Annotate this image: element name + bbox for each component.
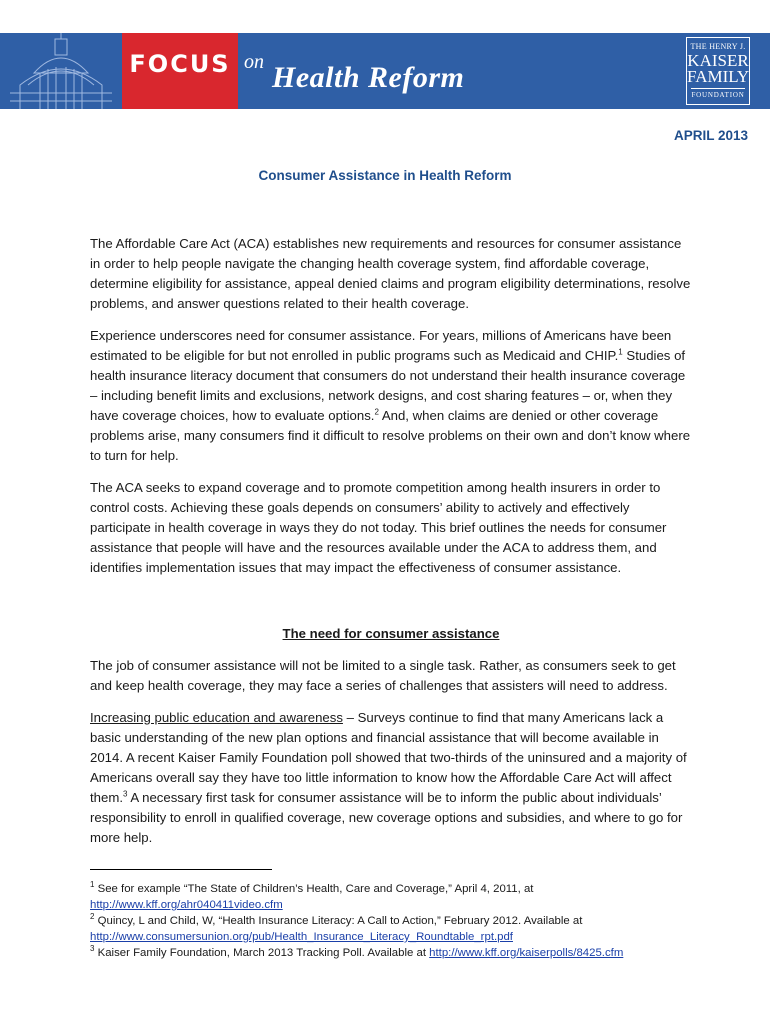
footnotes — [90, 881, 710, 961]
footnote-number: 1 — [90, 880, 95, 890]
footnote-divider — [90, 869, 272, 870]
paragraph-2-part-c: And, when claims are denied or other coverage problems arise, many consumers find it difficult to resolve problems on their own and don’t know where to turn for help. — [90, 408, 691, 463]
paragraph-5-part-a: – Surveys continue to find that many Americans lack a basic understanding of the new plan options and financial assistance that will become available in 2014. A recent Kaiser Family Foundation poll showed that two-thirds of the uninsured and a majority of Americans overall say they have too little information to know how the Affordable Care Act will affect them. — [90, 710, 687, 805]
paragraph-3: The ACA seeks to expand coverage and to promote competition among health insurers in order to control costs. Achieving these goals depends on consumers’ ability to actively and effectively participate in health coverage in ways they do not today. This brief outlines the needs for consumer assistance that people will have and the resources available under the ACA to address them, and identifies implementation issues that may impact the effectiveness of consumer assistance. — [90, 480, 667, 575]
paragraph-2 — [90, 326, 692, 466]
document-body — [90, 234, 692, 860]
paragraph-5-heading: Increasing public education and awareness — [90, 710, 343, 725]
footnote-link[interactable]: http://www.kff.org/ahr040411video.cfm — [90, 899, 283, 911]
paragraph-5-part-b: A necessary first task for consumer assistance will be to inform the public about individuals’ responsibility to enroll in qualified coverage, new coverage options and subsidies, and where to go for more help. — [90, 790, 683, 845]
header-banner — [0, 33, 770, 109]
footnote-ref-2[interactable]: 2 — [374, 407, 379, 417]
kff-logo — [686, 37, 750, 105]
footnote-3 — [90, 945, 710, 961]
footnote-link[interactable]: http://www.kff.org/kaiserpolls/8425.cfm — [429, 947, 624, 959]
on-text: on — [244, 51, 264, 73]
footnote-1 — [90, 881, 710, 913]
paragraph-2-part-b: Studies of health insurance literacy document that consumers do not understand their health insurance coverage – including benefit limits and exclusions, network designs, and cost sharing features – or, when they have coverage choices, how to evaluate options. — [90, 348, 686, 423]
footnote-number: 2 — [90, 912, 95, 922]
footnote-text: Quincy, L and Child, W, “Health Insurance Literacy: A Call to Action,” February 2012. Available at — [94, 915, 583, 927]
paragraph-2-part-a: Experience underscores need for consumer assistance. For years, millions of Americans have been estimated to be eligible for but not enrolled in public programs such as Medicaid and CHIP. — [90, 328, 672, 363]
publication-date: APRIL 2013 — [673, 128, 748, 143]
paragraph-5 — [90, 708, 692, 848]
focus-logo: FOCUS — [122, 33, 238, 109]
footnote-text: See for example “The State of Children’s Health, Care and Coverage,” April 4, 2011, at — [94, 883, 534, 895]
capitol-dome-icon — [0, 33, 122, 109]
footnote-2 — [90, 913, 710, 945]
kff-logo-line1: THE HENRY J. — [690, 42, 746, 51]
kff-logo-line3: FAMILY — [687, 67, 750, 86]
health-reform-title: Health Reform — [272, 61, 465, 94]
footnote-ref-1[interactable]: 1 — [618, 347, 623, 357]
section-heading: The need for consumer assistance — [282, 626, 500, 641]
paragraph-1: The Affordable Care Act (ACA) establishes new requirements and resources for consumer assistance in order to help people navigate the changing health coverage system, find affordable coverage, determine eligibility for assistance, appeal denied claims and program eligibility determinations, resolve problems, and answer questions related to their health coverage. — [90, 236, 691, 311]
footnote-number: 3 — [90, 944, 95, 954]
document-title: Consumer Assistance in Health Reform — [258, 168, 512, 183]
paragraph-4: The job of consumer assistance will not be limited to a single task. Rather, as consumers seek to get and keep health coverage, they may face a series of challenges that assisters will need to address. — [90, 658, 676, 693]
kff-logo-line4: FOUNDATION — [691, 88, 745, 99]
footnote-ref-3[interactable]: 3 — [122, 789, 128, 799]
kff-logo-line2: KAISER — [687, 51, 749, 70]
footnote-link[interactable]: http://www.consumersunion.org/pub/Health_Insurance_Literacy_Roundtable_rpt.pdf — [90, 931, 513, 943]
footnote-text: Kaiser Family Foundation, March 2013 Tracking Poll. Available at — [94, 947, 430, 959]
